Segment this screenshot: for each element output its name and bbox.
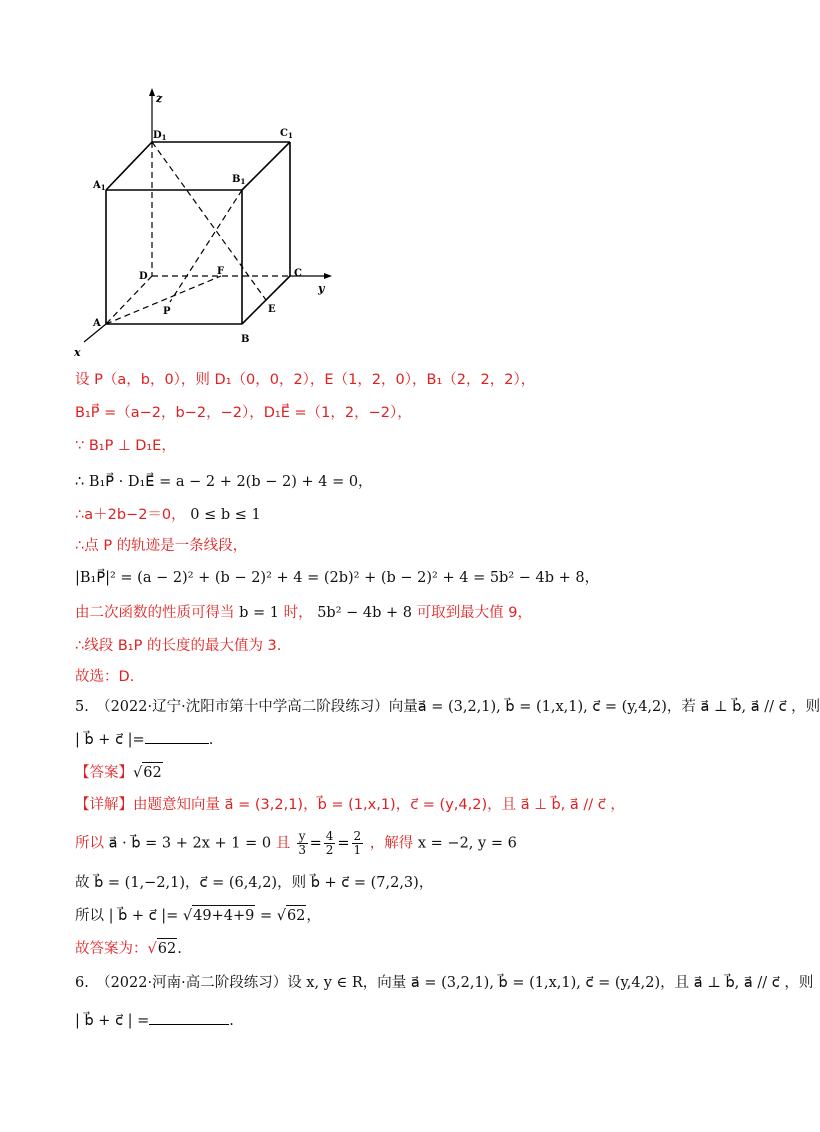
label-F: F — [217, 266, 225, 277]
solution-xy: x = −2, y = 6 — [417, 835, 517, 852]
solution-line-5 — [75, 505, 261, 525]
q5-detail — [75, 795, 625, 815]
radicand-sum: 49+4+9 — [192, 905, 255, 926]
edge-A1-D1 — [106, 142, 152, 190]
label-B: B — [241, 334, 250, 345]
label-y: y — [318, 282, 325, 295]
label-A1: $A_1$ — [93, 180, 106, 192]
q6-question-line2: | b⃗ + c⃗ | = . — [75, 1010, 234, 1031]
label-z: z — [156, 92, 163, 105]
label-C1: $C_1$ — [280, 128, 293, 140]
q5-heading — [75, 697, 820, 717]
y-arrow — [324, 273, 332, 279]
q6-answer-blank — [149, 1010, 229, 1025]
frac-2-1: $\frac{2}{1}$ — [353, 829, 362, 857]
segment-D1-E — [152, 142, 266, 300]
quad-expression: 5b² − 4b + 8 — [317, 605, 412, 621]
answer-tag: 【答案】 — [75, 765, 133, 781]
label-C: C — [294, 268, 302, 279]
q5-step-3: 所以 | b⃗ + c⃗ |= √49+4+9 = √62， — [75, 905, 321, 926]
detail-tag: 【详解】 — [75, 797, 133, 813]
dot-product-eq: a⃗ · b⃗ = 3 + 2x + 1 = 0 — [108, 835, 272, 852]
q5-vectors: a⃗ = (3,2,1), b⃗ = (1,x,1), c⃗ = (y,4,2) — [417, 699, 667, 715]
constraint-equation: ∴a＋2b−2＝0， — [75, 507, 186, 523]
edge-D-A — [106, 276, 152, 324]
frac-4-2: $\frac{4}{2}$ — [325, 829, 334, 857]
solution-line-9: ∴线段 B₁P 的长度的最大值为 3. — [75, 638, 282, 654]
frac-y-3: $\frac{y}{3}$ — [298, 829, 306, 857]
edge-B1-C1 — [242, 142, 290, 190]
label-A: A — [93, 318, 101, 329]
q5-final: 故答案为：√62. — [75, 938, 182, 959]
label-D1: $D_1$ — [153, 130, 167, 142]
text-solve: ，解得 — [369, 835, 414, 852]
segment-B1-P — [170, 190, 242, 302]
q5-step-2: 故 b⃗ = (1,−2,1)，c⃗ = (6,4,2)，则 b⃗ + c⃗ = (7,2,3)， — [75, 875, 434, 891]
answer-value: 62 — [142, 762, 162, 783]
q5-condition: ，若 a⃗ ⊥ b⃗, a⃗ // c⃗ ，则 — [666, 699, 820, 715]
q5-question-line2: | b⃗ + c⃗ |= . — [75, 729, 213, 750]
q5-answer: 【答案】√62 — [75, 762, 163, 783]
q5-abs-expression: | b⃗ + c⃗ |= — [75, 732, 145, 748]
cube-figure — [60, 80, 350, 370]
q6-abs-expression: | b⃗ + c⃗ | = — [75, 1013, 150, 1029]
solution-line-4: ∴ B₁P⃗ · D₁E⃗ = a − 2 + 2(b − 2) + 4 = 0， — [75, 474, 373, 490]
solution-line-2: B₁P⃗ =（a−2，b−2，−2），D₁E⃗ =（1，2，−2）， — [75, 405, 412, 421]
text-so: 所以 — [75, 835, 104, 852]
text-when: 时， — [283, 605, 313, 621]
solution-line-1: 设 P（a，b，0），则 D₁（0，0，2），E（1，2，0），B₁（2，2，2）， — [75, 372, 536, 388]
q6-heading: 6. （2022·河南·高二阶段练习）设 x, y ∈ R，向量 a⃗ = (3,2,1), b⃗ = (1,x,1), c⃗ = (y,4,2)，且 a⃗ ⊥ b⃗, a⃗ // c⃗ ，则 — [75, 975, 814, 991]
label-E: E — [268, 304, 276, 315]
range-b: 0 ≤ b ≤ 1 — [190, 507, 261, 523]
solution-line-7: |B₁P⃗|² = (a − 2)² + (b − 2)² + 4 = (2b)² + (b − 2)² + 4 = 5b² − 4b + 8， — [75, 570, 600, 586]
text-and: 且 — [275, 835, 291, 852]
solution-line-10: 故选：D. — [75, 669, 135, 685]
solution-line-6: ∴点 P 的轨迹是一条线段， — [75, 538, 248, 554]
text-max: 可取到最大值 9， — [416, 605, 532, 621]
b-equals-one: b = 1 — [239, 605, 279, 621]
final-radicand: 62 — [157, 938, 177, 959]
label-D: D — [139, 271, 148, 282]
label-P: P — [163, 306, 171, 317]
q5-step-1: 所以 a⃗ · b⃗ = 3 + 2x + 1 = 0 且 $\frac{y}{3}$ = $\frac{4}{2}$ = $\frac{2}{1}$ ，解得 x = −2, y = 6 — [75, 829, 517, 857]
z-arrow — [149, 88, 155, 96]
solution-line-3: ∵ B₁P ⊥ D₁E， — [75, 438, 176, 454]
solution-line-8 — [75, 603, 532, 623]
radicand-62: 62 — [286, 905, 306, 926]
text-quad-property: 由二次函数的性质可得当 — [75, 605, 235, 621]
q5-answer-blank — [145, 729, 209, 744]
label-B1: $B_1$ — [232, 174, 246, 186]
detail-text: 由题意知向量 a⃗ = (3,2,1)，b⃗ = (1,x,1)，c⃗ = (y,4,2)，且 a⃗ ⊥ b⃗, a⃗ // c⃗ ， — [133, 797, 625, 813]
q5-source: 5. （2022·辽宁·沈阳市第十中学高二阶段练习）向量 — [75, 699, 418, 715]
label-x: x — [74, 346, 81, 359]
